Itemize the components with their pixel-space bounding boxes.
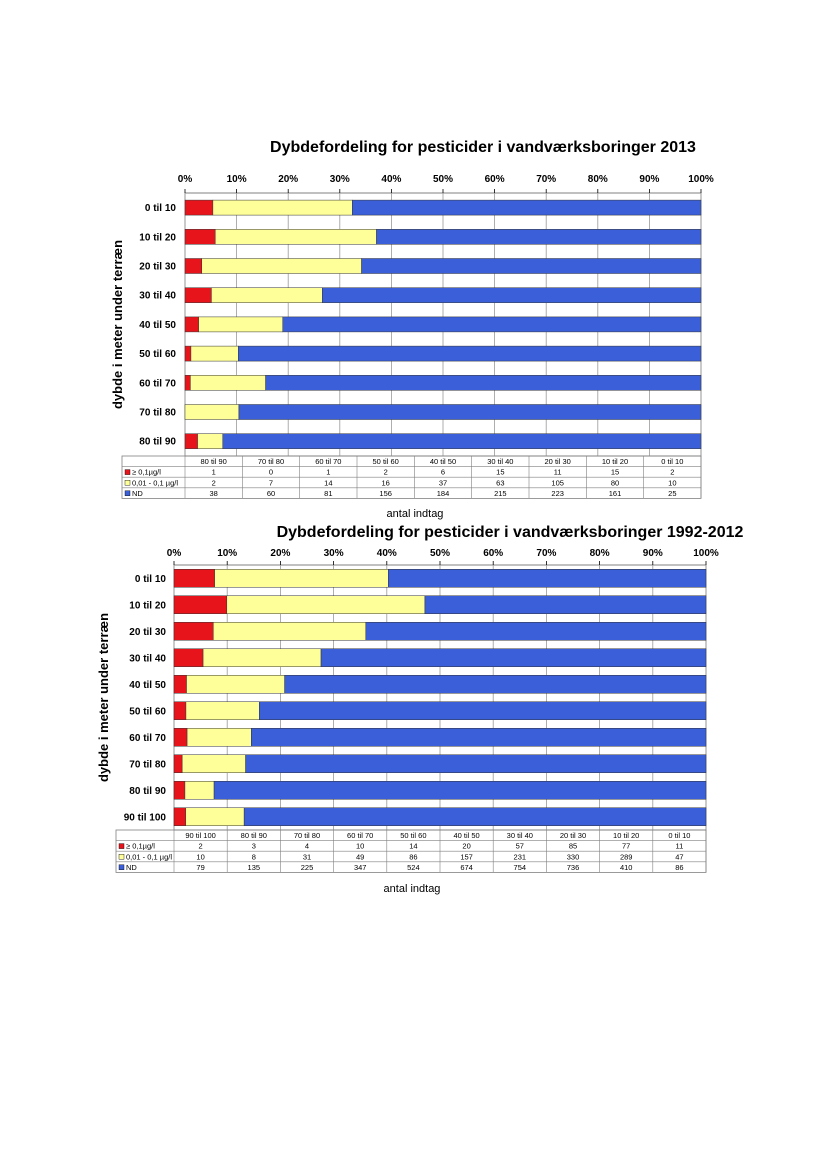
chart2-table-cell: 231: [513, 852, 527, 862]
chart1-bar-segment-mid: [213, 200, 352, 215]
chart2-bar-segment-nd: [321, 649, 706, 667]
chart2-bar-segment-high: [174, 781, 185, 799]
chart2-x-tick-label: 0%: [166, 548, 182, 559]
chart2-bar-segment-mid: [203, 649, 321, 667]
chart2-table-header: 70 til 80: [293, 831, 321, 841]
chart1-bar-segment-nd: [239, 405, 701, 420]
chart1-bar-segment-mid: [202, 259, 362, 274]
chart2-x-tick-label: 10%: [217, 548, 238, 559]
chart1-category-label: 60 til 70: [139, 378, 176, 390]
chart1-table-header: 30 til 40: [487, 457, 514, 467]
chart1-x-tick-label: 60%: [484, 174, 505, 185]
chart1-table-cell: 81: [324, 488, 333, 498]
chart1-table-cell: 1: [326, 467, 331, 477]
chart2-x-tick-label: 40%: [376, 548, 397, 559]
chart2-table-cell: 330: [566, 852, 580, 862]
chart2-table-header: 90 til 100: [185, 831, 216, 841]
chart2-table-cell: 86: [409, 852, 418, 862]
chart2-x-tick-label: 50%: [429, 548, 451, 559]
chart2-table-header: 40 til 50: [453, 831, 480, 841]
chart1-category-label: 0 til 10: [144, 203, 176, 215]
chart2-legend-label: ND: [126, 862, 137, 872]
chart1-legend-swatch: [125, 480, 130, 485]
chart2-bar-segment-nd: [244, 808, 706, 826]
chart1-bar-segment-high: [185, 346, 191, 361]
chart2-title: Dybdefordeling for pesticider i vandværksboringer 1992-2012: [276, 524, 744, 541]
chart1-x-tick-label: 50%: [432, 174, 454, 185]
chart1-x-axis-label: antal indtag: [386, 508, 444, 520]
chart2-bar-segment-mid: [215, 569, 389, 587]
chart1-bar-segment-high: [185, 288, 211, 303]
chart2-bar-segment-mid: [187, 675, 285, 693]
chart2-table-cell: 86: [675, 862, 684, 872]
chart2-table-cell: 8: [251, 852, 256, 862]
chart2-table-cell: 11: [675, 841, 684, 851]
chart1-bar-segment-high: [185, 317, 199, 332]
chart2-bar-segment-nd: [251, 728, 706, 746]
chart2-table-cell: 79: [196, 862, 205, 872]
chart1-table-cell: 16: [381, 478, 390, 488]
chart1-category-label: 30 til 40: [139, 290, 176, 302]
chart2-bar-segment-mid: [227, 596, 425, 614]
chart1-table-cell: 15: [610, 467, 620, 477]
chart1-category-label: 10 til 20: [139, 232, 176, 244]
chart2-bar-segment-nd: [366, 622, 706, 640]
chart2-bar-segment-mid: [185, 781, 214, 799]
chart2-table-cell: 2: [198, 841, 203, 851]
chart1-table-cell: 63: [496, 478, 505, 488]
chart1-table-cell: 2: [211, 478, 216, 488]
chart1-category-label: 20 til 30: [139, 261, 176, 273]
chart1-table-cell: 2: [383, 467, 388, 477]
chart1-table-cell: 0: [268, 467, 274, 477]
chart2-x-tick-label: 60%: [483, 548, 504, 559]
chart2-category-label: 10 til 20: [129, 600, 166, 612]
chart1-table-header: 60 til 70: [315, 457, 342, 467]
chart2-table-header: 50 til 60: [400, 831, 427, 841]
chart2-table-cell: 4: [304, 841, 310, 851]
chart1-bar-segment-mid: [215, 229, 376, 244]
chart2-x-tick-label: 70%: [536, 548, 557, 559]
chart2-table-cell: 10: [356, 841, 365, 851]
chart2-x-axis-label: antal indtag: [383, 883, 441, 895]
chart2-table-cell: 49: [356, 852, 365, 862]
chart1-bar-segment-nd: [223, 434, 701, 449]
chart2-table-cell: 10: [196, 852, 205, 862]
chart2-bar-segment-nd: [425, 596, 706, 614]
chart1-legend-label: ≥ 0,1µg/l: [132, 467, 161, 477]
chart2-bar-segment-high: [174, 675, 187, 693]
chart2-table-cell: 347: [353, 862, 367, 872]
chart2-table-cell: 289: [619, 852, 633, 862]
chart2-table-header: 10 til 20: [613, 831, 640, 841]
chart2-y-axis-label: dybde i meter under terræn: [96, 612, 111, 783]
chart1-category-label: 70 til 80: [139, 407, 176, 419]
chart1-table-header: 70 til 80: [257, 457, 285, 467]
chart2-bar-segment-mid: [213, 622, 366, 640]
chart1-bar-segment-mid: [198, 434, 223, 449]
chart1-bar-segment-nd: [352, 200, 701, 215]
chart1-table-cell: 156: [379, 488, 392, 498]
chart1-table-cell: 11: [553, 467, 562, 477]
chart2-table-cell: 674: [460, 862, 473, 872]
chart2-bar-segment-high: [174, 702, 186, 720]
chart2-category-label: 30 til 40: [129, 653, 166, 665]
chart2-category-label: 70 til 80: [129, 759, 166, 771]
chart2-bar-segment-high: [174, 728, 187, 746]
chart2-table-cell: 410: [619, 862, 633, 872]
chart2-bar-segment-mid: [186, 702, 259, 720]
chart1-table-cell: 7: [268, 478, 274, 488]
chart1-table-cell: 161: [608, 488, 622, 498]
chart1-table-cell: 1: [211, 467, 216, 477]
chart1-bar-segment-nd: [266, 375, 701, 390]
chart1-table-cell: 10: [668, 478, 677, 488]
chart1-legend-swatch: [125, 470, 130, 475]
chart1-title: Dybdefordeling for pesticider i vandværksboringer 2013: [270, 139, 696, 156]
chart1-legend-label: ND: [132, 488, 143, 498]
chart1-table-cell: 60: [266, 488, 276, 498]
chart2-table-cell: 754: [513, 862, 527, 872]
chart1-table-header: 80 til 90: [200, 457, 227, 467]
chart2-bar-segment-mid: [187, 728, 251, 746]
chart2-bar-segment-nd: [285, 675, 706, 693]
chart1-bar-segment-mid: [199, 317, 283, 332]
chart1-table-cell: 14: [324, 478, 333, 488]
chart2-legend-swatch: [119, 844, 124, 849]
chart2-bar-segment-high: [174, 808, 186, 826]
chart2-table-cell: 31: [302, 852, 312, 862]
chart2-table-cell: 135: [247, 862, 261, 872]
chart1-bar-segment-high: [185, 229, 215, 244]
chart1-category-label: 80 til 90: [139, 436, 176, 448]
chart2-table-cell: 77: [622, 841, 631, 851]
chart1-table-cell: 37: [438, 478, 448, 488]
chart2-bar-segment-high: [174, 755, 182, 773]
chart2-table-header: 80 til 90: [240, 831, 267, 841]
chart1-bar-segment-nd: [322, 288, 701, 303]
chart1-x-tick-label: 30%: [329, 174, 350, 185]
chart2-category-label: 90 til 100: [123, 812, 166, 824]
chart1-table-header: 20 til 30: [544, 457, 571, 467]
chart1-x-tick-label: 0%: [177, 174, 193, 185]
chart1-table-header: 40 til 50: [429, 457, 457, 467]
chart1-legend-swatch: [125, 491, 130, 496]
chart1-y-axis-label: dybde i meter under terræn: [110, 239, 125, 410]
chart2-bar-segment-mid: [182, 755, 245, 773]
chart1-bar-segment-nd: [238, 346, 701, 361]
chart2-x-tick-label: 100%: [693, 548, 719, 559]
chart1-table-cell: 184: [436, 488, 450, 498]
chart2-table-cell: 20: [462, 841, 471, 851]
chart1-table-cell: 105: [551, 478, 564, 488]
chart2-bar-segment-nd: [259, 702, 706, 720]
chart1-x-tick-label: 90%: [639, 174, 660, 185]
chart1-bar-segment-nd: [362, 259, 701, 274]
chart1-category-label: 40 til 50: [139, 319, 176, 331]
chart2-table-cell: 225: [300, 862, 314, 872]
chart2-category-label: 60 til 70: [129, 732, 166, 744]
chart1-x-tick-label: 70%: [536, 174, 557, 185]
chart2-category-label: 80 til 90: [129, 785, 166, 797]
chart2-legend-label: ≥ 0,1µg/l: [126, 841, 155, 851]
chart1-bar-segment-high: [185, 434, 198, 449]
chart2-category-label: 40 til 50: [129, 679, 166, 691]
chart1-category-label: 50 til 60: [139, 349, 176, 361]
chart1-table-header: 10 til 20: [601, 457, 629, 467]
chart2-legend-swatch: [119, 854, 124, 859]
chart2-bar-segment-nd: [246, 755, 706, 773]
chart2-table-cell: 157: [460, 852, 473, 862]
chart1-x-tick-label: 80%: [587, 174, 608, 185]
chart1-bar-segment-mid: [190, 375, 265, 390]
chart1-table-header: 0 til 10: [661, 457, 684, 467]
chart1-legend-label: 0,01 - 0,1 µg/l: [132, 478, 179, 488]
chart1-table-cell: 80: [610, 478, 620, 488]
chart1-x-tick-label: 100%: [688, 174, 714, 185]
chart2-bar-segment-high: [174, 622, 213, 640]
chart2-category-label: 20 til 30: [129, 626, 166, 638]
chart2-table-header: 0 til 10: [668, 831, 691, 841]
chart1-bar-segment-nd: [283, 317, 701, 332]
chart1-bar-segment-mid: [185, 405, 239, 420]
chart2-x-tick-label: 30%: [323, 548, 344, 559]
chart2-table-cell: 47: [675, 852, 684, 862]
chart1-bar-segment-high: [185, 200, 213, 215]
chart1-table-cell: 2: [670, 467, 675, 477]
chart2-bar-segment-high: [174, 596, 227, 614]
chart2-table-header: 30 til 40: [506, 831, 533, 841]
chart1-table-cell: 223: [551, 488, 564, 498]
chart2-table-cell: 524: [407, 862, 420, 872]
chart2-bar-segment-high: [174, 649, 203, 667]
chart2-bar-segment-nd: [388, 569, 706, 587]
chart1-bar-segment-nd: [376, 229, 701, 244]
chart2-table-header: 60 til 70: [347, 831, 374, 841]
chart2-table-cell: 3: [251, 841, 256, 851]
chart1-bar-segment-mid: [191, 346, 238, 361]
chart2-x-tick-label: 80%: [589, 548, 610, 559]
chart2-table-cell: 14: [409, 841, 418, 851]
chart2-table-cell: 736: [566, 862, 580, 872]
chart1-x-tick-label: 20%: [278, 174, 299, 185]
chart1-bar-segment-mid: [211, 288, 322, 303]
chart1-table-cell: 215: [494, 488, 507, 498]
chart2-legend-swatch: [119, 865, 124, 870]
chart2-table-cell: 57: [515, 841, 524, 851]
chart1-table-cell: 15: [496, 467, 505, 477]
chart2-legend-label: 0,01 - 0,1 µg/l: [126, 852, 173, 862]
chart2-category-label: 50 til 60: [129, 706, 166, 718]
chart2-bar-segment-high: [174, 569, 215, 587]
chart1-x-tick-label: 40%: [381, 174, 402, 185]
chart1-bar-segment-high: [185, 259, 202, 274]
chart1-bar-segment-high: [185, 375, 190, 390]
chart2-bar-segment-mid: [186, 808, 244, 826]
chart2-x-tick-label: 20%: [270, 548, 291, 559]
chart2-category-label: 0 til 10: [134, 573, 166, 585]
chart1-table-cell: 6: [440, 467, 446, 477]
chart2-table-header: 20 til 30: [559, 831, 587, 841]
chart1-x-tick-label: 10%: [226, 174, 247, 185]
chart2-table-cell: 85: [568, 841, 578, 851]
chart1-table-cell: 38: [209, 488, 218, 498]
chart1-table-cell: 25: [668, 488, 677, 498]
chart1-table-header: 50 til 60: [372, 457, 399, 467]
chart2-bar-segment-nd: [214, 781, 706, 799]
chart2-x-tick-label: 90%: [642, 548, 663, 559]
